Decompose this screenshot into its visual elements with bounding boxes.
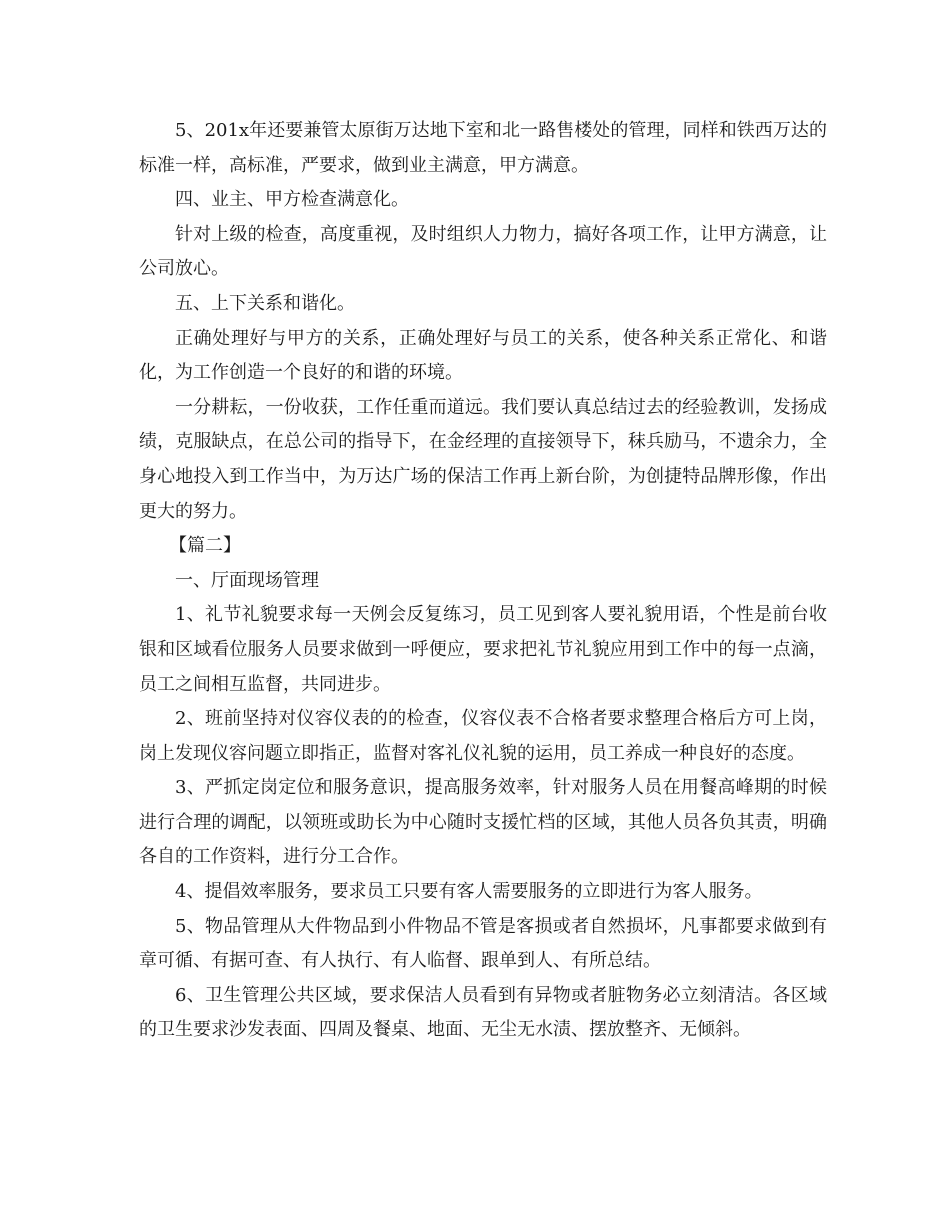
- paragraph-item-5-management: 5、201x年还要兼管太原街万达地下室和北一路售楼处的管理，同样和铁西万达的标准一样，高标准，严要求，做到业主满意，甲方满意。: [139, 120, 827, 176]
- section-heading-relations: 五、上下关系和谐化。: [175, 292, 355, 314]
- list-item-hygiene: 6、卫生管理公共区域，要求保洁人员看到有异物或者脏物务必立刻清洁。各区域的卫生要求沙发表面、四周及餐桌、地面、无尘无水渍、摆放整齐、无倾斜。: [139, 984, 827, 1041]
- list-item-etiquette: 1、礼节礼貌要求每一天例会反复练习，员工见到客人要礼貌用语，个性是前台收银和区域看位服务人员要求做到一呼便应，要求把礼节礼貌应用到工作中的每一点滴，员工之间相互监督，共同进步。: [139, 604, 827, 695]
- paragraph-conclusion: 一分耕耘，一份收获，工作任重而道远。我们要认真总结过去的经验教训，发扬成绩，克服缺点，在总公司的指导下，在金经理的直接领导下，秣兵励马，不遗余力，全身心地投入到工作当中，为万达广场的保洁工作再上新台阶，为创捷特品牌形像，作出更大的努力。: [139, 396, 827, 522]
- section-heading-owner-satisfaction: 四、业主、甲方检查满意化。: [175, 189, 409, 211]
- document-body: [139, 114, 827, 1048]
- paragraph-relations: 正确处理好与甲方的关系，正确处理好与员工的关系，使各种关系正常化、和谐化，为工作创造一个良好的和谐的环境。: [139, 327, 827, 384]
- part-two-heading: 【篇二】: [169, 535, 241, 557]
- section-heading-floor-management: 一、厅面现场管理: [175, 569, 319, 591]
- paragraph-inspection: 针对上级的检查，高度重视，及时组织人力物力，搞好各项工作，让甲方满意，让公司放心。: [139, 223, 827, 280]
- list-item-appearance: 2、班前坚持对仪容仪表的的检查，仪容仪表不合格者要求整理合格后方可上岗，岗上发现仪容问题立即指正，监督对客礼仪礼貌的运用，员工养成一种良好的态度。: [139, 708, 827, 764]
- list-item-goods-management: 5、物品管理从大件物品到小件物品不管是客损或者自然损坏，凡事都要求做到有章可循、有据可查、有人执行、有人临督、跟单到人、有所总结。: [139, 915, 827, 972]
- list-item-efficiency: 4、提倡效率服务，要求员工只要有客人需要服务的立即进行为客人服务。: [175, 881, 763, 903]
- list-item-positioning: 3、严抓定岗定位和服务意识，提高服务效率，针对服务人员在用餐高峰期的时候进行合理的调配，以领班或助长为中心随时支援忙档的区域，其他人员各负其责，明确各自的工作资料，进行分工合作。: [139, 777, 827, 868]
